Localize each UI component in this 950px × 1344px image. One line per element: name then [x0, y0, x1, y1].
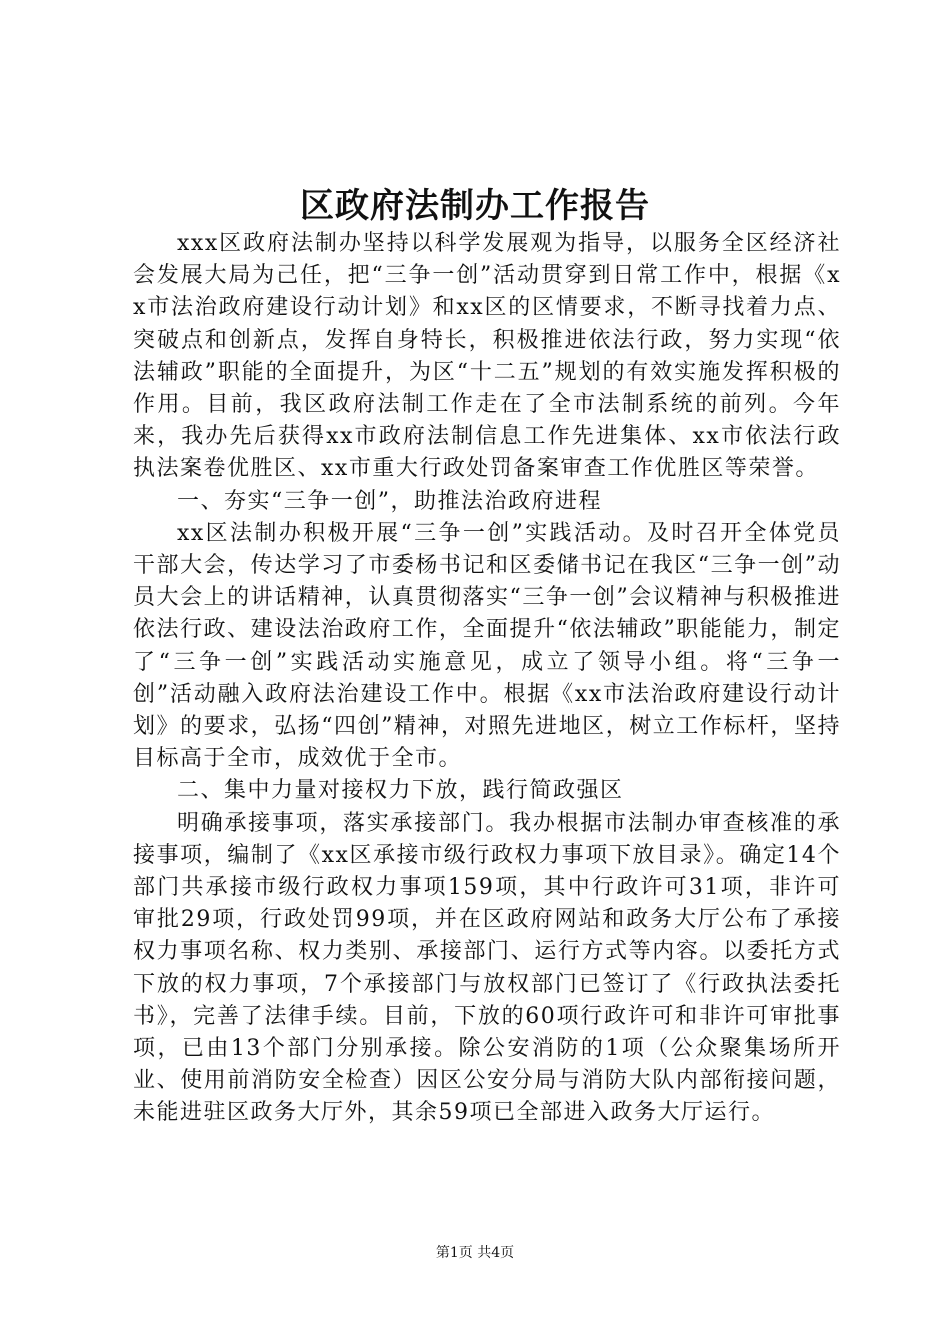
section-heading-1: 一、夯实“三争一创”，助推法治政府进程: [177, 488, 602, 514]
document-title: 区政府法制办工作报告: [300, 186, 650, 226]
page-footer: 第1页 共4页: [435, 1245, 515, 1261]
section-1-paragraph: xx区法制办积极开展“三争一创”实践活动。及时召开全体党员干部大会，传达学习了市委杨书记和区委储书记在我区“三争一创”动员大会上的讲话精神，认真贯彻落实“三争一创”会议精神与积极推进依法行政、建设法治政府工作，全面提升“依法辅政”职能能力，制定了“三争一创”实践活动实施意见，成立了领导小组。将“三争一创”活动融入政府法治建设工作中。根据《xx市法治政府建设行动计划》的要求，弘扬“四创”精神，对照先进地区，树立工作标杆，坚持目标高于全市，成效优于全市。: [133, 520, 841, 772]
document-body: [133, 228, 841, 1130]
intro-paragraph: xxx区政府法制办坚持以科学发展观为指导，以服务全区经济社会发展大局为己任，把“三争一创”活动贯穿到日常工作中，根据《xx市法治政府建设行动计划》和xx区的区情要求，不断寻找着力点、突破点和创新点，发挥自身特长，积极推进依法行政，努力实现“依法辅政”职能的全面提升，为区“十二五”规划的有效实施发挥积极的作用。目前，我区政府法制工作走在了全市法制系统的前列。今年来，我办先后获得xx市政府法制信息工作先进集体、xx市依法行政执法案卷优胜区、xx市重大行政处罚备案审查工作优胜区等荣誉。: [133, 231, 841, 482]
section-heading-2: 二、集中力量对接权力下放，践行简政强区: [177, 778, 624, 804]
section-2-paragraph: 明确承接事项，落实承接部门。我办根据市法制办审查核准的承接事项，编制了《xx区承接市级行政权力事项下放目录》。确定14个部门共承接市级行政权力事项159项，其中行政许可31项，非许可审批29项，行政处罚99项，并在区政府网站和政务大厅公布了承接权力事项名称、权力类别、承接部门、运行方式等内容。以委托方式下放的权力事项，7个承接部门与放权部门已签订了《行政执法委托书》，完善了法律手续。目前，下放的60项行政许可和非许可审批事项，已由13个部门分别承接。除公安消防的1项（公众聚集场所开业、使用前消防安全检查）因区公安分局与消防大队内部衔接问题，未能进驻区政务大厅外，其余59项已全部进入政务大厅运行。: [133, 810, 841, 1126]
